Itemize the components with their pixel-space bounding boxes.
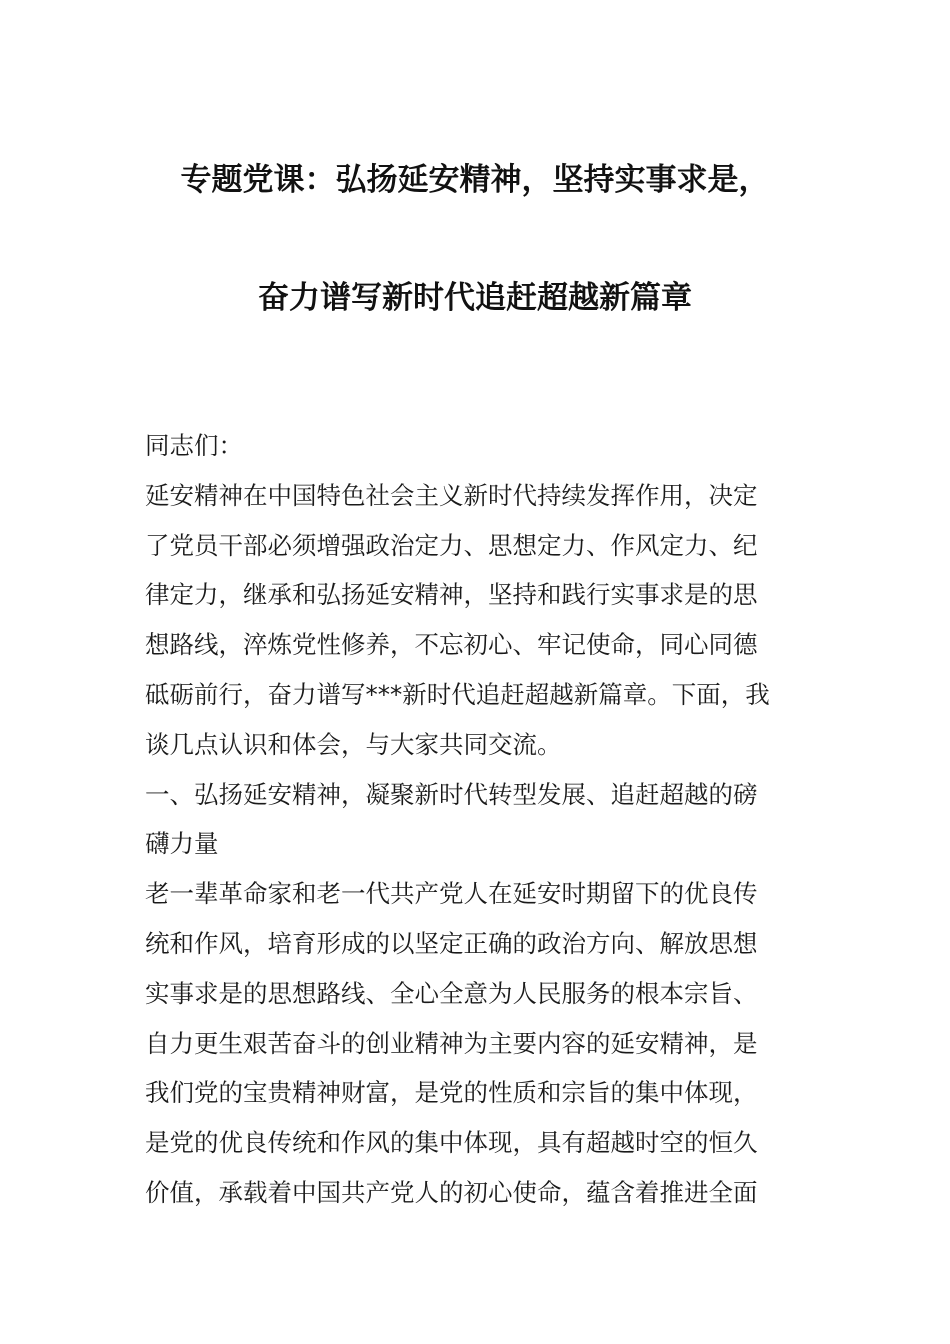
paragraph-line: 实事求是的思想路线、全心全意为人民服务的根本宗旨、 (145, 978, 758, 1008)
document-body (145, 421, 810, 1218)
document-title-line-1: 专题党课：弘扬延安精神，坚持实事求是， (180, 162, 770, 198)
paragraph-line: 自力更生艰苦奋斗的创业精神为主要内容的延安精神，是 (145, 1028, 758, 1058)
document-title-line-2: 奋力谱写新时代追赶超越新篇章 (258, 280, 692, 316)
paragraph-line: 砥砺前行，奋力谱写***新时代追赶超越新篇章。下面，我 (145, 679, 770, 709)
paragraph-line: 统和作风，培育形成的以坚定正确的政治方向、解放思想 (145, 928, 758, 958)
paragraph-line: 想路线，淬炼党性修养，不忘初心、牢记使命，同心同德 (145, 630, 758, 660)
paragraph-line: 延安精神在中国特色社会主义新时代持续发挥作用，决定 (145, 480, 758, 510)
paragraph-line: 价值，承载着中国共产党人的初心使命，蕴含着推进全面 (145, 1177, 758, 1207)
paragraph-line: 老一辈革命家和老一代共产党人在延安时期留下的优良传 (145, 879, 758, 909)
paragraph-line: 了党员干部必须增强政治定力、思想定力、作风定力、纪 (145, 530, 758, 560)
paragraph-line: 我们党的宝贵精神财富，是党的性质和宗旨的集中体现， (145, 1078, 758, 1108)
paragraph-line: 是党的优良传统和作风的集中体现，具有超越时空的恒久 (145, 1128, 758, 1158)
paragraph-line: 谈几点认识和体会，与大家共同交流。 (145, 729, 562, 759)
section-heading-line: 一、弘扬延安精神，凝聚新时代转型发展、追赶超越的磅 (145, 779, 758, 809)
salutation: 同志们： (145, 431, 243, 460)
section-heading-line: 礴力量 (145, 829, 219, 859)
paragraph-line: 律定力，继承和弘扬延安精神，坚持和践行实事求是的思 (145, 580, 758, 610)
